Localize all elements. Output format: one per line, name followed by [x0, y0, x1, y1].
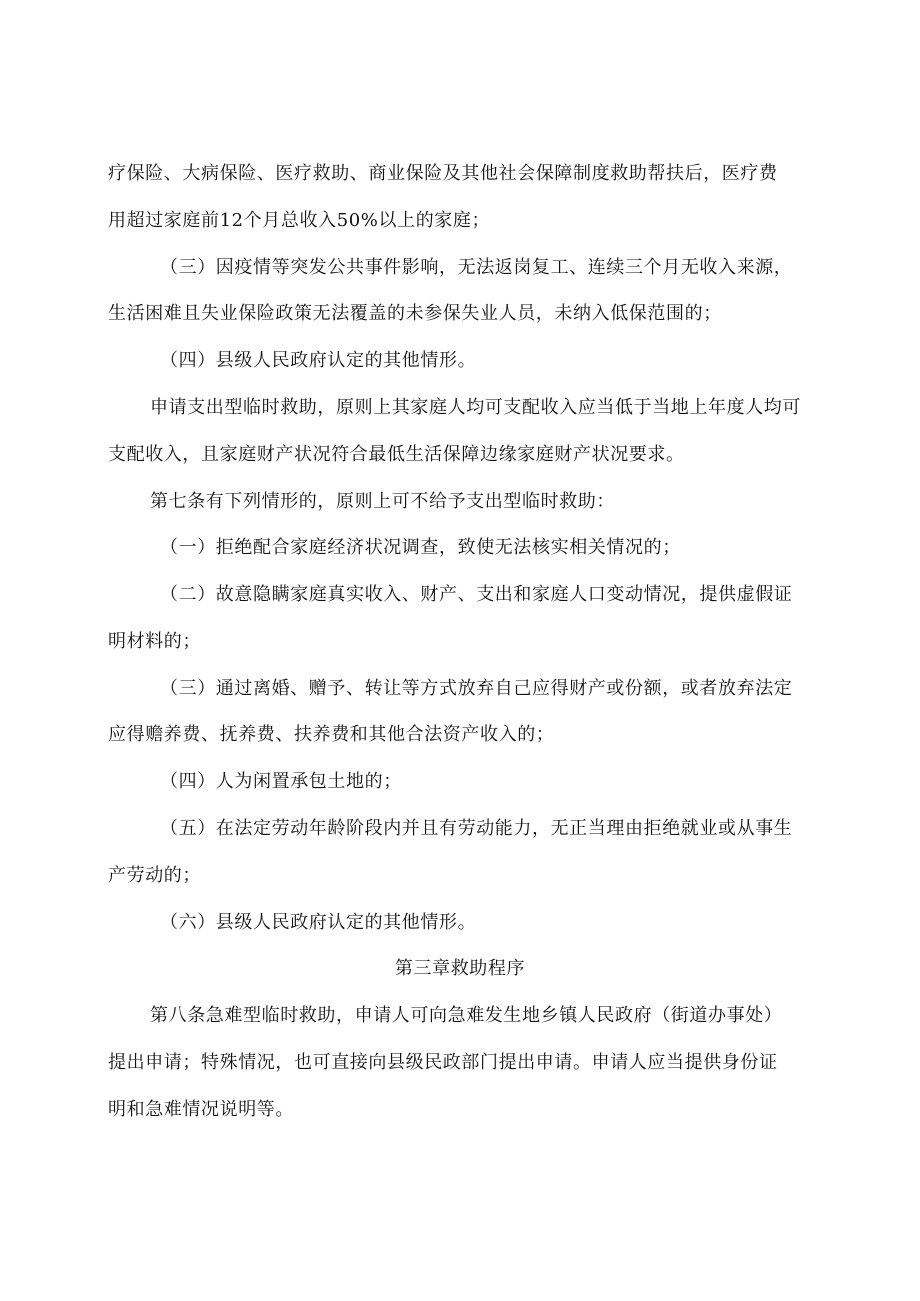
- text-line: 第八条急难型临时救助，申请人可向急难发生地乡镇人民政府（街道办事处）: [150, 1005, 783, 1026]
- text-line: （六）县级人民政府认定的其他情形。: [160, 912, 477, 933]
- text-line: 疗保险、大病保险、医疗救助、商业保险及其他社会保障制度救助帮扶后，医疗费: [108, 163, 778, 184]
- text-line: （三）通过离婚、赠予、转让等方式放弃自己应得财产或份额，或者放弃法定: [160, 678, 793, 699]
- text-line: 第七条有下列情形的，原则上可不给予支出型临时救助：: [150, 491, 615, 512]
- text-line: 明材料的；: [108, 631, 201, 652]
- text-line: （二）故意隐瞒家庭真实收入、财产、支出和家庭人口变动情况，提供虚假证: [160, 584, 793, 605]
- chapter-heading: 第三章救助程序: [394, 958, 526, 979]
- text-line: （三）因疫情等突发公共事件影响，无法返岗复工、连续三个月无收入来源，: [160, 257, 793, 278]
- text-line: 提出申请；特殊情况，也可直接向县级民政部门提出申请。申请人应当提供身份证: [108, 1052, 778, 1073]
- text-line: 支配收入，且家庭财产状况符合最低生活保障边缘家庭财产状况要求。: [108, 444, 685, 465]
- text-line: 生活困难且失业保险政策无法覆盖的未参保失业人员，未纳入低保范围的；: [108, 303, 722, 324]
- text-line: 用超过家庭前12个月总收入50%以上的家庭；: [108, 210, 491, 231]
- text-line: 申请支出型临时救助，原则上其家庭人均可支配收入应当低于当地上年度人均可: [150, 397, 801, 418]
- text-line: （五）在法定劳动年龄阶段内并且有劳动能力，无正当理由拒绝就业或从事生: [160, 818, 793, 839]
- text-line: （四）县级人民政府认定的其他情形。: [160, 350, 477, 371]
- text-line: （一）拒绝配合家庭经济状况调查，致使无法核实相关情况的；: [160, 537, 681, 558]
- text-line: 明和急难情况说明等。: [108, 1099, 294, 1120]
- text-line: （四）人为闲置承包土地的；: [160, 771, 402, 792]
- text-line: 产劳动的；: [108, 865, 201, 886]
- text-line: 应得赡养费、抚养费、扶养费和其他合法资产收入的；: [108, 724, 555, 745]
